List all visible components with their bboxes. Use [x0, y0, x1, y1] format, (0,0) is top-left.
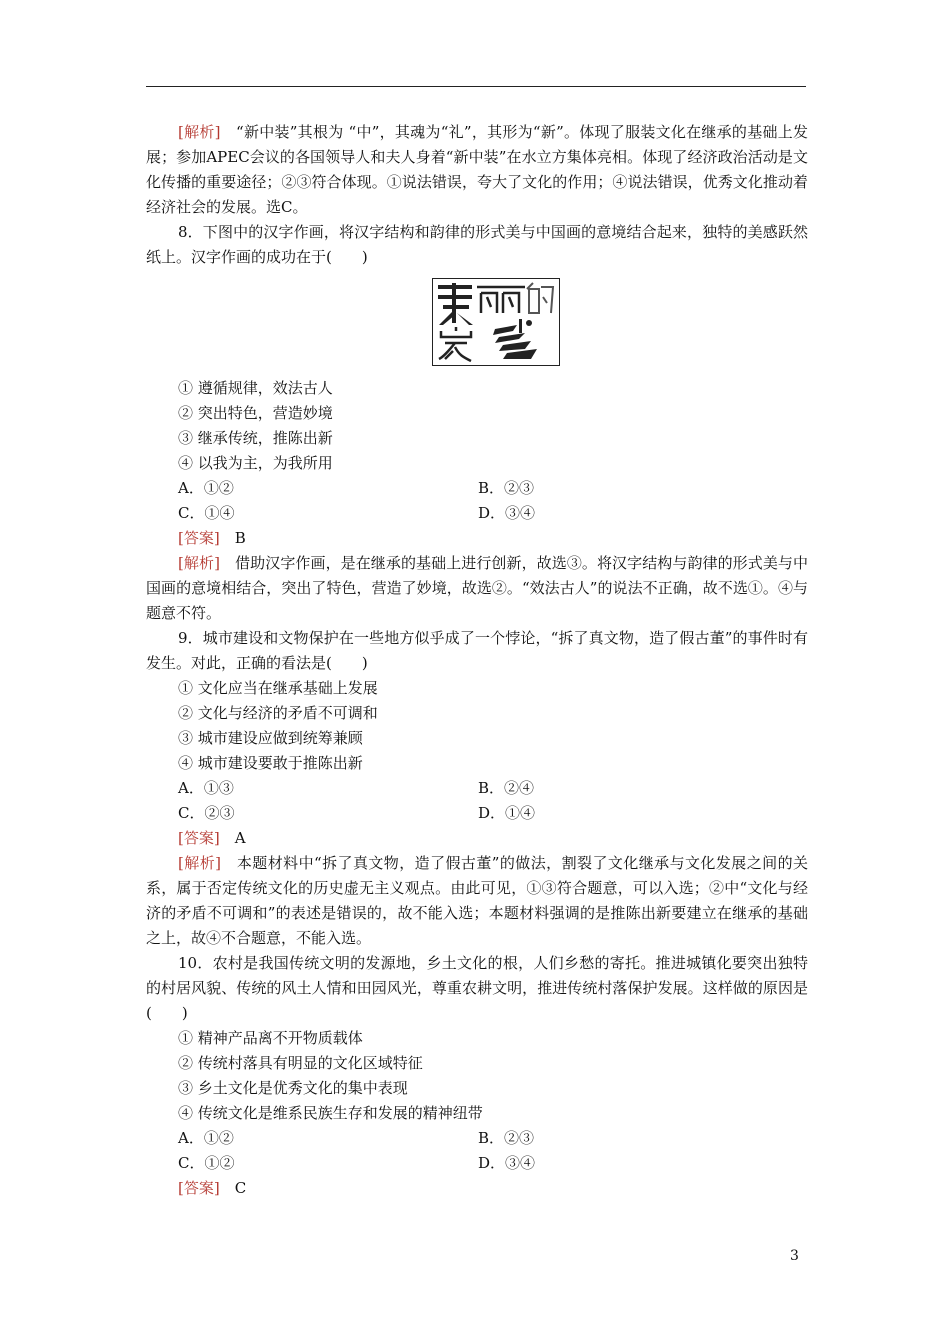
option-c: C．②③: [178, 804, 235, 822]
analysis-q7: [解析] “新中装”其根为 “中”，其魂为“礼”，其形为“新”。体现了服装文化在继承的基础上发展；参加APEC会议的各国领导人和夫人身着“新中装”在水立方集体亮相。体现了经济政治活动是文化传播的重要途径；②③符合体现。①说法错误，夸大了文化的作用；④说法错误，优秀文化推动着经济社会的发展。选C。: [146, 123, 808, 216]
page-content: [146, 120, 808, 1201]
page-number: 3: [790, 1248, 799, 1264]
header-rule: [146, 86, 806, 87]
q10-options-row-2: [146, 1151, 808, 1176]
q8-options-row-1: [146, 476, 808, 501]
q9-item-4: ④ 城市建设要敢于推陈出新: [178, 754, 363, 772]
q8-item-1: ① 遵循规律，效法古人: [178, 379, 333, 397]
q9-options-row-2: [146, 801, 808, 826]
q8-options-row-2: [146, 501, 808, 526]
option-a: A．①②: [178, 1129, 234, 1147]
q10-item-2: ② 传统村落具有明显的文化区域特征: [178, 1054, 423, 1072]
analysis-tag: [解析]: [178, 854, 221, 872]
analysis-tag: [解析]: [178, 123, 221, 141]
hanzi-painting-image: [432, 278, 560, 366]
option-d: D．③④: [478, 1154, 536, 1172]
q9-item-3: ③ 城市建设应做到统筹兼顾: [178, 729, 363, 747]
q10-answer: [答案] C: [178, 1179, 247, 1197]
option-a: A．①②: [178, 479, 234, 497]
answer-tag: [答案]: [178, 829, 220, 847]
answer-tag: [答案]: [178, 529, 220, 547]
q8-item-4: ④ 以我为主，为我所用: [178, 454, 333, 472]
q8-analysis: [解析] 借助汉字作画，是在继承的基础上进行创新，故选③。将汉字结构与韵律的形式美与中国画的意境相结合，突出了特色，营造了妙境，故选②。“效法古人”的说法不正确，故不选①。④与题意不符。: [146, 554, 808, 622]
q10-item-1: ① 精神产品离不开物质载体: [178, 1029, 363, 1047]
q10-item-3: ③ 乡土文化是优秀文化的集中表现: [178, 1079, 408, 1097]
q8-item-2: ② 突出特色，营造妙境: [178, 404, 333, 422]
option-c: C．①②: [178, 1154, 235, 1172]
option-c: C．①④: [178, 504, 235, 522]
option-d: D．①④: [478, 804, 536, 822]
question-10-stem: 10．农村是我国传统文明的发源地，乡土文化的根，人们乡愁的寄托。推进城镇化要突出独特的村居风貌、传统的风土人情和田园风光，尊重农耕文明，推进传统村落保护发展。这样做的原因是( ): [146, 954, 808, 1022]
option-b: B．②③: [478, 479, 535, 497]
answer-tag: [答案]: [178, 1179, 220, 1197]
q9-analysis: [解析] 本题材料中“拆了真文物，造了假古董”的做法，割裂了文化继承与文化发展之间的关系，属于否定传统文化的历史虚无主义观点。由此可见，①③符合题意，可以入选；②中“文化与经济的矛盾不可调和”的表述是错误的，故不能入选；本题材料强调的是推陈出新要建立在继承的基础之上，故④不合题意，不能入选。: [146, 854, 808, 947]
question-9-stem: 9．城市建设和文物保护在一些地方似乎成了一个悖论，“拆了真文物，造了假古董”的事件时有发生。对此，正确的看法是( ): [146, 629, 808, 672]
analysis-tag: [解析]: [178, 554, 220, 572]
option-b: B．②④: [478, 779, 535, 797]
q10-options-row-1: [146, 1126, 808, 1151]
q9-item-2: ② 文化与经济的矛盾不可调和: [178, 704, 378, 722]
question-8-stem: 8．下图中的汉字作画，将汉字结构和韵律的形式美与中国画的意境结合起来，独特的美感跃然纸上。汉字作画的成功在于( ): [146, 223, 808, 266]
q9-options-row-1: [146, 776, 808, 801]
q9-answer: [答案] A: [178, 829, 246, 847]
q8-answer: [答案] B: [178, 529, 246, 547]
option-d: D．③④: [478, 504, 536, 522]
option-a: A．①③: [178, 779, 234, 797]
q8-item-3: ③ 继承传统，推陈出新: [178, 429, 333, 447]
option-b: B．②③: [478, 1129, 535, 1147]
q9-item-1: ① 文化应当在继承基础上发展: [178, 679, 378, 697]
q10-item-4: ④ 传统文化是维系民族生存和发展的精神纽带: [178, 1104, 483, 1122]
hanzi-painting-icon: [433, 279, 559, 365]
